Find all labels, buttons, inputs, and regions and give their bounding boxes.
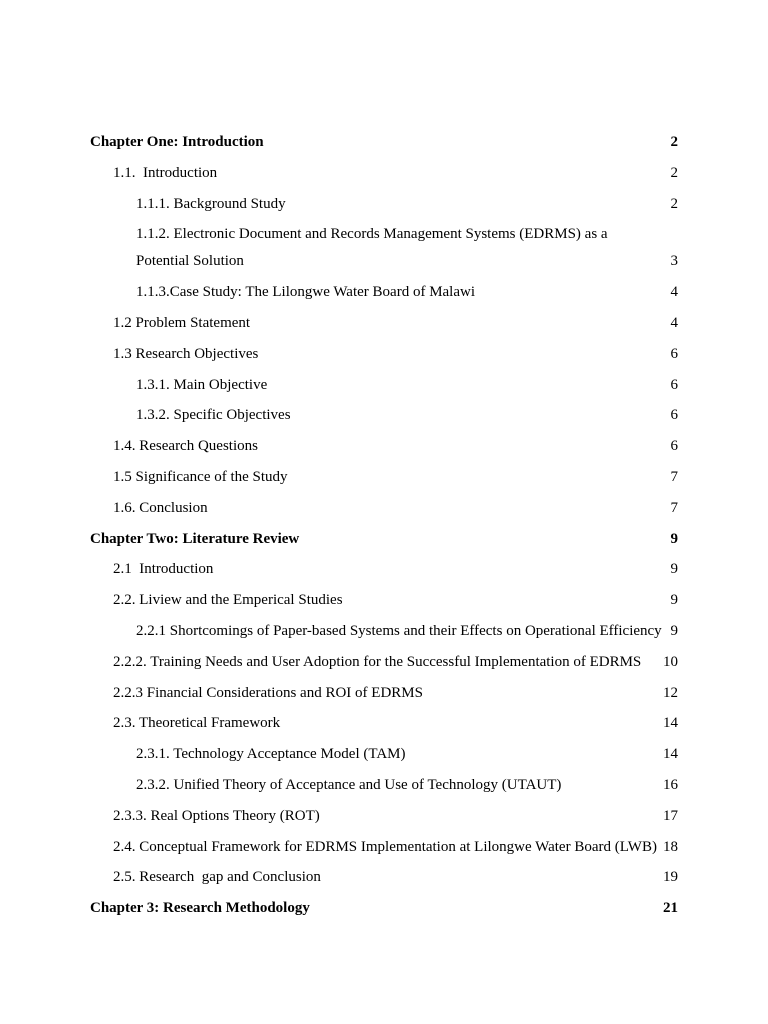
toc-entry-title: 2.3.2. Unified Theory of Acceptance and Use of Technology (UTAUT) bbox=[136, 776, 562, 793]
toc-entry-title: 2.3.1. Technology Acceptance Model (TAM) bbox=[136, 746, 406, 763]
toc-entry-page: 7 bbox=[670, 468, 678, 485]
toc-entry bbox=[90, 433, 678, 460]
toc-entry bbox=[90, 556, 678, 583]
table-of-contents bbox=[90, 129, 678, 926]
toc-entry-title: 2.1 Introduction bbox=[113, 561, 214, 578]
toc-entry-page: 6 bbox=[670, 407, 678, 424]
toc-entry bbox=[90, 310, 678, 337]
toc-entry-title: 1.1. Introduction bbox=[113, 164, 218, 181]
toc-entry-title: 2.2.2. Training Needs and User Adoption for the Successful Implementation of EDRMS bbox=[113, 653, 642, 670]
toc-entry-page: 4 bbox=[670, 314, 678, 331]
toc-entry-title: 1.5 Significance of the Study bbox=[113, 468, 288, 485]
toc-entry-title: Chapter 3: Research Methodology bbox=[90, 900, 310, 917]
toc-entry bbox=[90, 402, 678, 429]
toc-entry-page: 19 bbox=[663, 869, 678, 886]
toc-entry bbox=[90, 864, 678, 891]
toc-entry-title: 1.1.3.Case Study: The Lilongwe Water Board of Malawi bbox=[136, 284, 476, 301]
toc-entry bbox=[90, 221, 678, 275]
toc-entry-title: 1.3.2. Specific Objectives bbox=[136, 407, 291, 424]
toc-entry-page: 17 bbox=[663, 807, 678, 824]
toc-entry-page: 9 bbox=[670, 622, 678, 639]
toc-entry bbox=[90, 191, 678, 218]
toc-entry-title: 2.3.3. Real Options Theory (ROT) bbox=[113, 807, 320, 824]
toc-entry-page: 12 bbox=[663, 684, 678, 701]
toc-entry-page: 10 bbox=[663, 653, 678, 670]
toc-entry bbox=[90, 587, 678, 614]
toc-entry-title: 1.4. Research Questions bbox=[113, 438, 258, 455]
toc-entry-title: 2.5. Research gap and Conclusion bbox=[113, 869, 321, 886]
toc-entry-title: 2.2. Liview and the Emperical Studies bbox=[113, 592, 343, 609]
toc-entry-page: 6 bbox=[670, 376, 678, 393]
toc-entry bbox=[90, 341, 678, 368]
toc-entry-page: 6 bbox=[670, 438, 678, 455]
toc-entry bbox=[90, 464, 678, 491]
toc-entry bbox=[90, 495, 678, 522]
toc-entry bbox=[90, 160, 678, 187]
toc-entry-page: 3 bbox=[670, 253, 678, 270]
toc-entry-title: 2.3. Theoretical Framework bbox=[113, 715, 281, 732]
toc-entry-title: 2.2.1 Shortcomings of Paper-based Systems and their Effects on Operational Efficiency bbox=[136, 622, 662, 639]
toc-entry bbox=[90, 279, 678, 306]
toc-entry-page: 21 bbox=[663, 900, 678, 917]
toc-entry-page: 4 bbox=[670, 284, 678, 301]
toc-entry-page: 9 bbox=[670, 530, 678, 547]
toc-entry-title: 2.4. Conceptual Framework for EDRMS Implementation at Lilongwe Water Board (LWB) bbox=[113, 838, 657, 855]
toc-entry-title: 1.1.1. Background Study bbox=[136, 195, 286, 212]
toc-entry bbox=[90, 834, 678, 861]
toc-entry bbox=[90, 129, 678, 156]
toc-entry-title: 1.3.1. Main Objective bbox=[136, 376, 268, 393]
toc-entry-page: 9 bbox=[670, 561, 678, 578]
toc-entry-page: 14 bbox=[663, 746, 678, 763]
toc-entry bbox=[90, 526, 678, 553]
toc-entry bbox=[90, 649, 678, 676]
toc-entry bbox=[90, 710, 678, 737]
toc-entry-title: Chapter Two: Literature Review bbox=[90, 530, 300, 547]
toc-entry bbox=[90, 803, 678, 830]
toc-entry bbox=[90, 680, 678, 707]
toc-entry-page: 2 bbox=[670, 195, 678, 212]
toc-entry-title: 1.2 Problem Statement bbox=[113, 314, 251, 331]
toc-entry-title: 1.1.2. Electronic Document and Records Management Systems (EDRMS) as a Potential Solution bbox=[136, 226, 612, 270]
toc-entry-page: 2 bbox=[670, 134, 678, 150]
toc-entry-page: 9 bbox=[670, 592, 678, 609]
toc-entry-page: 18 bbox=[663, 838, 678, 855]
toc-entry-page: 14 bbox=[663, 715, 678, 732]
toc-entry-page: 7 bbox=[670, 499, 678, 516]
toc-entry-page: 16 bbox=[663, 776, 678, 793]
toc-entry bbox=[90, 895, 678, 922]
toc-entry-page: 6 bbox=[670, 345, 678, 362]
toc-entry bbox=[90, 372, 678, 399]
toc-entry-title: 2.2.3 Financial Considerations and ROI of EDRMS bbox=[113, 684, 423, 701]
toc-entry bbox=[90, 741, 678, 768]
toc-entry-page: 2 bbox=[670, 164, 678, 181]
toc-entry bbox=[90, 772, 678, 799]
toc-entry-title: 1.3 Research Objectives bbox=[113, 345, 259, 362]
toc-entry-title: Chapter One: Introduction bbox=[90, 134, 264, 150]
toc-entry-title: 1.6. Conclusion bbox=[113, 499, 208, 516]
toc-entry bbox=[90, 618, 678, 645]
